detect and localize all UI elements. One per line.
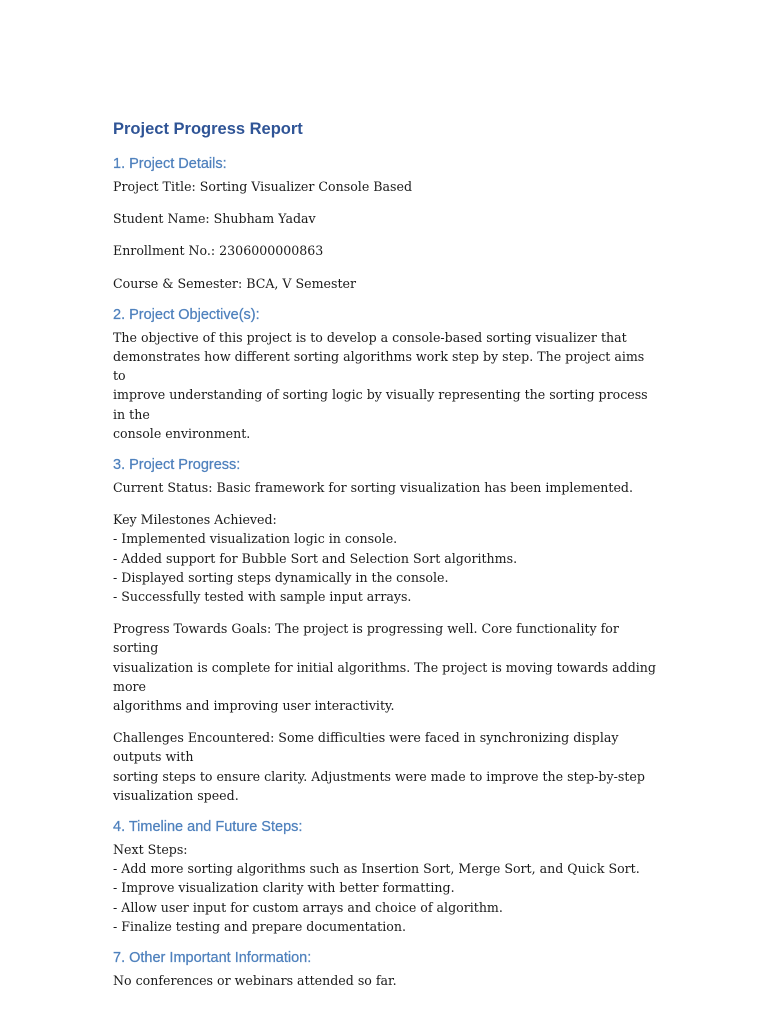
- current-status-line: Current Status: Basic framework for sorting visualization has been implemented.: [113, 480, 633, 496]
- challenges-line: Challenges Encountered: Some difficulties were faced in synchronizing display outputs with: [113, 730, 619, 765]
- next-step-item: - Add more sorting algorithms such as Insertion Sort, Merge Sort, and Quick Sort.: [113, 861, 640, 877]
- objective-line: improve understanding of sorting logic by visually representing the sorting process in the: [113, 387, 648, 422]
- goals-line: Progress Towards Goals: The project is progressing well. Core functionality for sorting: [113, 621, 619, 656]
- next-steps-list: [113, 840, 658, 936]
- course-semester-line: Course & Semester: BCA, V Semester: [113, 275, 356, 291]
- challenges-line: visualization speed.: [113, 787, 239, 803]
- objective-line: The objective of this project is to develop a console-based sorting visualizer that: [113, 329, 627, 345]
- milestone-item: - Added support for Bubble Sort and Selection Sort algorithms.: [113, 550, 518, 566]
- student-name-line: Student Name: Shubham Yadav: [113, 211, 316, 227]
- next-step-item: - Finalize testing and prepare documentation.: [113, 918, 406, 934]
- milestone-item: - Implemented visualization logic in console.: [113, 531, 398, 547]
- report-title: Project Progress Report: [113, 120, 303, 138]
- challenges-paragraph: [113, 728, 658, 805]
- objective-line: demonstrates how different sorting algorithms work step by step. The project aims to: [113, 349, 645, 384]
- enrollment-no-line: Enrollment No.: 2306000000863: [113, 243, 324, 259]
- goals-line: algorithms and improving user interactivity.: [113, 698, 395, 714]
- next-step-item: - Allow user input for custom arrays and choice of algorithm.: [113, 899, 503, 915]
- next-step-item: - Improve visualization clarity with better formatting.: [113, 880, 455, 896]
- objective-paragraph: [113, 328, 658, 443]
- challenges-line: sorting steps to ensure clarity. Adjustments were made to improve the step-by-step: [113, 768, 645, 784]
- milestone-item: - Displayed sorting steps dynamically in the console.: [113, 569, 449, 585]
- other-info-text: No conferences or webinars attended so far.: [113, 973, 397, 989]
- section-heading-project-details: 1. Project Details:: [113, 156, 227, 172]
- project-title-line: Project Title: Sorting Visualizer Console Based: [113, 179, 413, 194]
- goals-line: visualization is complete for initial algorithms. The project is moving towards adding more: [113, 659, 656, 694]
- milestones-label: Key Milestones Achieved:: [113, 512, 277, 528]
- progress-towards-goals-paragraph: [113, 619, 658, 715]
- section-heading-other-info: 7. Other Important Information:: [113, 950, 312, 967]
- objective-line: console environment.: [113, 425, 251, 441]
- next-steps-label: Next Steps:: [113, 842, 188, 858]
- section-heading-objective: 2. Project Objective(s):: [113, 306, 260, 323]
- milestones-list: [113, 510, 658, 606]
- milestone-item: - Successfully tested with sample input arrays.: [113, 589, 412, 605]
- section-heading-timeline: 4. Timeline and Future Steps:: [113, 819, 303, 836]
- report-page: [113, 118, 658, 1003]
- section-heading-progress: 3. Project Progress:: [113, 457, 241, 474]
